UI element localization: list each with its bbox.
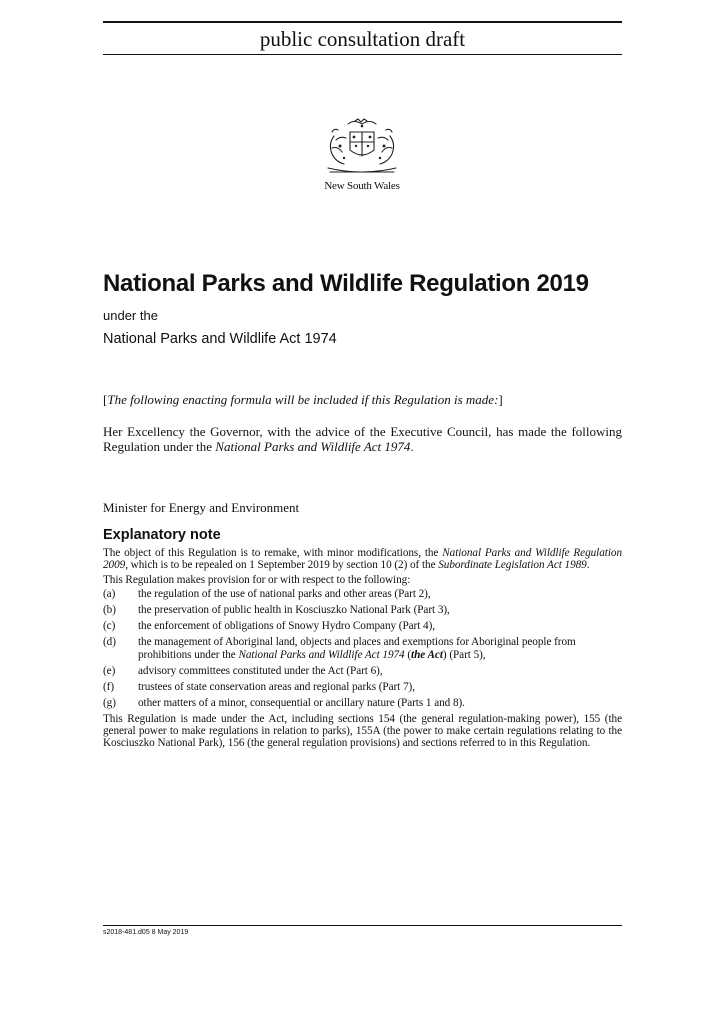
p1-act-name: Subordinate Legislation Act 1989 [438, 559, 587, 572]
under-the-label: under the [103, 308, 158, 323]
item-d-text-after: ) (Part 5), [442, 648, 486, 661]
explanatory-note-body [103, 547, 622, 752]
minister-name: Minister for Energy and Environment [103, 500, 300, 515]
header-rule-top [103, 21, 622, 23]
regulation-title: National Parks and Wildlife Regulation 2019 [103, 270, 589, 297]
p1-text-before: The object of this Regulation is to remake, with minor modifications, the [103, 547, 443, 559]
nsw-coat-of-arms-icon [318, 118, 406, 178]
enacting-text-after: . [410, 439, 414, 454]
list-item-label: (d) [103, 636, 116, 649]
formula-text: The following enacting formula will be included if this Regulation is made: [107, 392, 499, 407]
parent-act-name: National Parks and Wildlife Act 1974 [103, 331, 337, 347]
list-item-text: trustees of state conservation areas and regional parks (Part 7), [138, 680, 415, 693]
crest-caption: New South Wales [324, 180, 400, 192]
list-item-text: the enforcement of obligations of Snowy Hydro Company (Part 4), [138, 620, 435, 633]
list-item [103, 636, 622, 661]
footer-reference: s2018-481.d05 8 May 2019 [103, 929, 189, 936]
item-d-text-before: the management of Aboriginal land, objects and places and exemptions for Aboriginal people from prohibitions under the [138, 636, 576, 661]
list-item [103, 604, 622, 616]
list-item-label: (g) [103, 696, 116, 709]
item-d-defined-term: the Act [411, 648, 443, 661]
list-item-label: (f) [103, 680, 115, 693]
list-item-text [138, 636, 622, 661]
header-title: public consultation draft [259, 27, 466, 51]
header-rule-bottom [103, 54, 622, 55]
list-item-label: (b) [103, 604, 116, 617]
p1-text-after: . [586, 559, 590, 572]
explanatory-paragraph-1 [103, 547, 622, 572]
explanatory-paragraph-3: This Regulation is made under the Act, including sections 154 (the general regulation-making power), 155 (the general power to make regulations in relation to parks), 155A (the power to make certain regulations relating to the Kosciuszko National Park), 156 (the general regulation provisions) and sections referred to in this Regulation. [103, 712, 622, 750]
list-item-label: (c) [103, 620, 116, 633]
list-item-label: (a) [103, 588, 116, 601]
list-item-text: other matters of a minor, consequential or ancillary nature (Parts 1 and 8). [138, 696, 465, 709]
list-item-text: the regulation of the use of national parks and other areas (Part 2), [138, 588, 431, 601]
item-d-paren-open: ( [404, 648, 412, 661]
list-item [103, 681, 622, 693]
p1-text-mid: , which is to be repealed on 1 September 2019 by section 10 (2) of the [125, 559, 439, 572]
list-item [103, 620, 622, 632]
list-item [103, 697, 622, 709]
explanatory-note-heading: Explanatory note [103, 527, 221, 543]
enacting-statement [103, 424, 622, 454]
list-item-text: advisory committees constituted under the Act (Part 6), [138, 664, 383, 677]
enacting-act-name: National Parks and Wildlife Act 1974 [215, 439, 411, 454]
formula-bracket-open: [ [103, 392, 108, 407]
footer-rule [103, 925, 622, 926]
explanatory-paragraph-2: This Regulation makes provision for or with respect to the following: [103, 573, 411, 586]
list-item [103, 588, 622, 600]
list-item-label: (e) [103, 664, 116, 677]
p1-regulation-name: National Parks and Wildlife Regulation 2009 [103, 547, 622, 572]
enacting-formula-note [103, 392, 622, 408]
list-item [103, 665, 622, 677]
enacting-text-before: Her Excellency the Governor, with the advice of the Executive Council, has made the following Regulation under the [103, 424, 622, 454]
provision-list [103, 588, 622, 709]
formula-bracket-close: ] [498, 392, 503, 407]
item-d-act-name: National Parks and Wildlife Act 1974 [238, 648, 405, 661]
list-item-text: the preservation of public health in Kosciuszko National Park (Part 3), [138, 604, 450, 617]
